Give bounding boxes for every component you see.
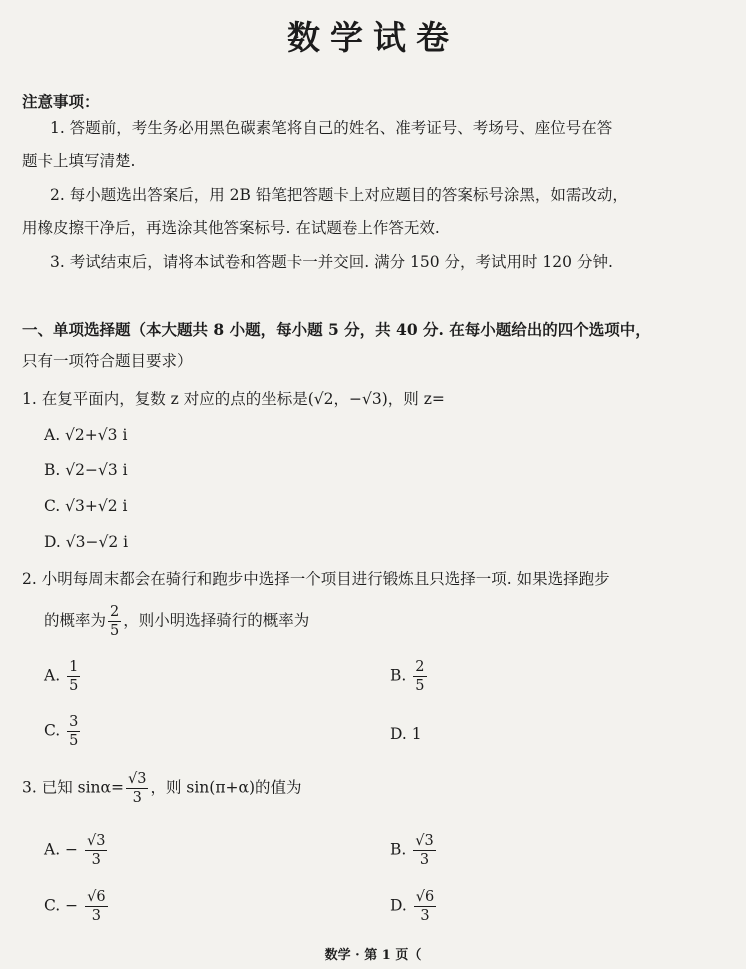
option-label: A. xyxy=(44,666,61,685)
section-1-title-line-2: 只有一项符合题目要求） xyxy=(22,352,193,370)
question-3-option-c xyxy=(44,888,110,925)
notice-item-2-line-2: 用橡皮擦干净后，再选涂其他答案标号. 在试题卷上作答无效. xyxy=(22,219,440,237)
option-label: B. xyxy=(390,666,407,685)
option-fraction xyxy=(67,713,80,750)
fraction-numerator: 1 xyxy=(69,659,79,675)
option-fraction xyxy=(85,832,107,869)
option-label: D. xyxy=(390,896,407,915)
option-fraction xyxy=(413,832,435,869)
question-2-option-c xyxy=(44,713,82,750)
fraction-denominator: 5 xyxy=(69,678,79,694)
question-2-stem-prefix: 的概率为 xyxy=(44,611,107,630)
question-3-option-a xyxy=(44,832,109,869)
fraction-numerator: √6 xyxy=(415,889,435,905)
fraction-numerator: √3 xyxy=(415,833,434,849)
notice-heading: 注意事项： xyxy=(22,92,100,111)
page-title: 数学试卷 xyxy=(287,18,459,57)
fraction-numerator: 2 xyxy=(415,659,425,675)
option-value: 1 xyxy=(411,725,422,743)
fraction-denominator: 3 xyxy=(91,908,101,924)
question-2-stem-line-2 xyxy=(44,603,309,640)
fraction-numerator: 3 xyxy=(69,714,79,730)
option-label: B. xyxy=(390,840,407,859)
question-3-option-b xyxy=(390,832,438,869)
question-2-option-d xyxy=(390,724,422,744)
fraction-numerator: √6 xyxy=(87,889,106,905)
option-label: C. − xyxy=(44,896,79,915)
option-fraction xyxy=(414,888,436,925)
question-2-option-b xyxy=(390,658,429,695)
question-1-option-b: B. √2−√3 i xyxy=(44,461,128,479)
notice-item-2-line-1: 2. 每小题选出答案后，用 2B 铅笔把答题卡上对应题目的答案标号涂黑，如需改动， xyxy=(50,186,628,204)
notice-item-1-line-1: 1. 答题前，考生务必用黑色碳素笔将自己的姓名、准考证号、考场号、座位号在答 xyxy=(50,119,613,137)
option-fraction xyxy=(67,658,80,695)
question-1-option-c: C. √3+√2 i xyxy=(44,497,128,515)
fraction-denominator: 5 xyxy=(110,623,120,639)
question-3-stem xyxy=(22,770,302,807)
option-label: C. xyxy=(44,721,61,740)
page-footer: 数学 · 第 1 页（ xyxy=(324,948,422,963)
fraction-denominator: 3 xyxy=(419,852,430,868)
fraction-denominator: 3 xyxy=(91,852,101,868)
fraction-denominator: 5 xyxy=(415,678,425,694)
option-fraction xyxy=(413,658,426,695)
fraction-numerator: 2 xyxy=(110,604,120,620)
option-label: D. xyxy=(390,725,407,743)
notice-item-1-line-2: 题卡上填写清楚. xyxy=(22,152,136,170)
section-1-title-line-1: 一、单项选择题（本大题共 8 小题，每小题 5 分，共 40 分. 在每小题给出的四个选项中， xyxy=(22,320,651,339)
question-1-stem: 1. 在复平面内，复数 z 对应的点的坐标是(√2，−√3)，则 z= xyxy=(22,390,445,408)
option-label: A. − xyxy=(44,840,79,859)
option-fraction xyxy=(85,888,107,925)
fraction-denominator: 3 xyxy=(420,908,430,924)
question-1-option-a: A. √2+√3 i xyxy=(44,426,128,444)
fraction-denominator: 3 xyxy=(132,790,142,806)
question-2-option-a xyxy=(44,658,82,695)
question-2-fraction xyxy=(108,603,121,640)
question-2-stem-line-1: 2. 小明每周末都会在骑行和跑步中选择一个项目进行锻炼且只选择一项. 如果选择跑步 xyxy=(22,570,610,588)
notice-item-3: 3. 考试结束后，请将本试卷和答题卡一并交回. 满分 150 分，考试用时 120 分钟. xyxy=(50,253,613,271)
fraction-denominator: 5 xyxy=(69,733,79,749)
question-3-stem-suffix: ，则 sin(π+α)的值为 xyxy=(150,778,302,797)
fraction-numerator: √3 xyxy=(86,833,106,849)
question-1-option-d: D. √3−√2 i xyxy=(44,533,129,551)
question-3-stem-prefix: 3. 已知 sinα= xyxy=(22,778,124,797)
question-3-option-d xyxy=(390,888,438,925)
question-3-fraction xyxy=(126,770,148,807)
question-2-stem-suffix: ，则小明选择骑行的概率为 xyxy=(123,611,310,630)
fraction-numerator: √3 xyxy=(128,771,147,787)
